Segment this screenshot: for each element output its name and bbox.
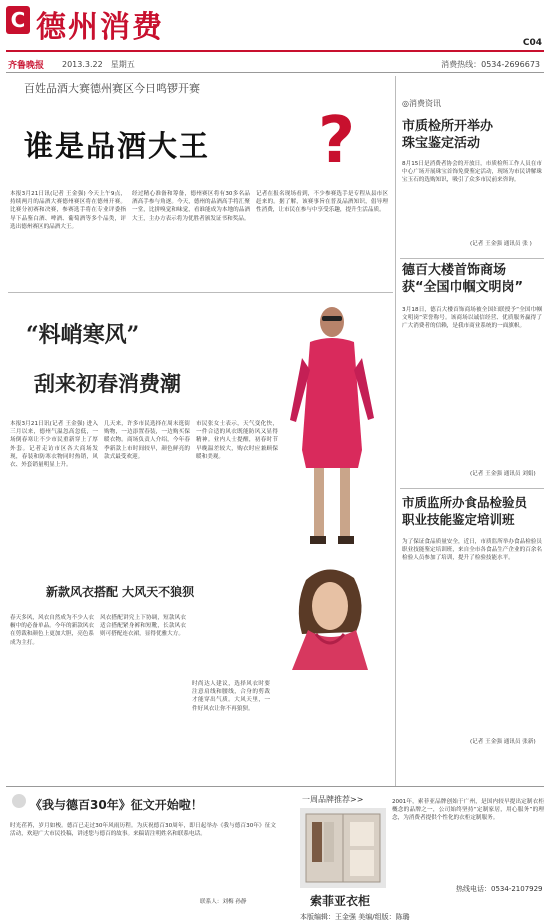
lead-headline: 谁是品酒大王 [24,129,211,163]
sidebar-rule [400,258,544,259]
lead-col-3: 记者在报名现场看到，不少参赛选手是专程从县市区赶来的。据了解，该赛事旨在普及品酒知识，倡导理性消费，让市民在参与中享受乐趣，提升生活品质。 [256,191,388,214]
lead-col-1: 本报3月21日讯(记者 王金强) 今天上午9点，持续两月的品酒大赛德州赛区将在德州开赛。比赛分初赛和决赛，参赛选手将在专业评委指导下品鉴白酒、啤酒、葡萄酒等多个品类，评选出德州赛区的品酒大王。 [10,191,126,230]
wardrobe-photo [300,808,386,888]
fashion-photo-pink-trench [282,300,382,560]
header-rule-thin [6,72,544,73]
question-mark-graphic: ? [318,104,356,178]
issue-date: 2013.3.22 星期五 [62,60,135,69]
spring-headline-2: 刮来初春消费潮 [34,371,181,396]
brand-promo-text: 2001年，索菲亚品牌创始于广州，是国内较早提出定制衣柜概念的品牌之一，公司始终坚持“定制家居，用心服务”的理念，为消费者提供个性化的衣柜定制服务。 [392,799,544,822]
page-section-title: 德州消费 [36,10,164,45]
sidebar-story3-headline: 市质监所办食品检验员 职业技能鉴定培训班 [402,495,528,527]
decor-circle-icon [12,794,26,808]
sidebar-story2-text: 3月18日，德百大楼首饰商场被全国妇联授予“全国巾帼文明岗”荣誉称号。该商场以诚信经营、优质服务赢得了广大消费者的信赖，是我市商业系统的一面旗帜。 [402,307,542,330]
brand-logo: C [6,6,30,34]
sidebar-rule [400,488,544,489]
essay-contest-contact: 联系人：刘梅 孙静 [200,899,247,905]
spring-col-3: 市民张女士表示，天气变化快，一件合适的风衣既能防风又显得精神。业内人士提醒，初春时节早晚温差较大，购衣时应兼顾保暖和美观。 [196,421,278,460]
spring-headline-1: “料峭寒风” [26,322,140,348]
paper-name: 齐鲁晚报 [8,61,45,71]
sidebar-story1-text: 8月15日是消费者协会的开放日，市质检所工作人员在市中心广场开展珠宝首饰免费鉴定活动，现场为市民讲解珠宝玉石的选购知识，吸引了众多市民前来咨询。 [402,161,542,184]
sidebar-story1-headline: 市质检所开举办 珠宝鉴定活动 [402,119,494,151]
sidebar-story3-text: 为了保证食品质量安全，近日，市质监所举办食品检验员职业技能鉴定培训班，来自全市各食品生产企业的百余名检验人员参加了培训，提升了检验技能水平。 [402,539,542,562]
sidebar-story3-reporter: (记者 王金强 通讯员 张新) [470,739,536,745]
windcoat-col-2: 风衣搭配讲究上下协调，短款风衣适合搭配紧身裤和短靴，长款风衣则可搭配连衣裙，显得优雅大方。 [100,615,186,638]
lead-col-2: 经过精心准备和筹备，德州赛区将有30多名品酒高手参与角逐。今天，德州的品酒高手将汇聚一堂，比拼嗅觉和味觉，看谁能成为本地的品酒大王，主办方表示将为优胜者颁发证书和奖品。 [132,191,250,222]
bottom-section-rule [6,786,544,787]
lead-kicker: 百姓品酒大赛德州赛区今日鸣锣开赛 [24,82,200,95]
sidebar-story2-reporter: (记者 王金强 通讯员 刘娟) [470,471,536,477]
sidebar-story2-headline: 德百大楼首饰商场 获“全国巾帼文明岗” [402,263,524,295]
spring-col-2: 几天来，许多市民选择在周末逛街购物，一边添置春装，一边购买保暖衣物。商场负责人介绍，今年春季新款上市时间较早，颜色鲜亮的款式最受欢迎。 [104,421,190,460]
footer-hotline: 热线电话：0534-2107929 [456,885,543,893]
fashion-photo-model-portrait [272,560,384,670]
hotline-text: 消费热线：0534-2696673 [441,60,540,69]
footer-editor-line: 本版编辑：王金强 美编/组版：陈璐 [300,913,410,921]
essay-contest-headline: 《我与德百30年》征文开始啦！ [30,798,203,812]
brand-promo-label: 一周品牌推荐>> [302,795,364,804]
column-divider [395,76,396,786]
sidebar-section-label: ◎消费资讯 [402,99,441,108]
windcoat-col-1: 春天多风，风衣自然成为不少人衣橱中的必备单品。今年的新款风衣在剪裁和颜色上更加大胆，亮色系成为主打。 [10,615,94,646]
page-code: C04 [522,38,542,48]
section-rule [8,292,393,293]
windcoat-headline: 新款风衣搭配 大风天不狼狈 [46,585,195,599]
brand-promo-name: 索菲亚衣柜 [310,894,371,908]
spring-col-1: 本报3月21日讯(记者 王金强) 进入三月以来，德州气温忽高忽低，一场倒春寒让不少市民重新穿上了厚外套。记者走访市区各大商场发现，春装和防寒衣物同时热销，风衣、外套销量明显上升。 [10,421,98,469]
essay-contest-text: 时光荏苒，岁月如梭。德百已走过30年风雨历程。为庆祝德百30周年，即日起举办《我与德百30年》征文活动，欢迎广大市民投稿，讲述您与德百的故事。来稿请注明姓名和联系电话。 [10,823,276,838]
sidebar-story1-reporter: (记者 王金强 通讯员 张 ) [470,241,532,247]
windcoat-col-3: 时尚达人建议，选择风衣时要注意肩线和腰线，合身的剪裁才能穿出气质。大风天里，一件好风衣让你不再狼狈。 [192,681,270,712]
header-rule [6,50,544,52]
